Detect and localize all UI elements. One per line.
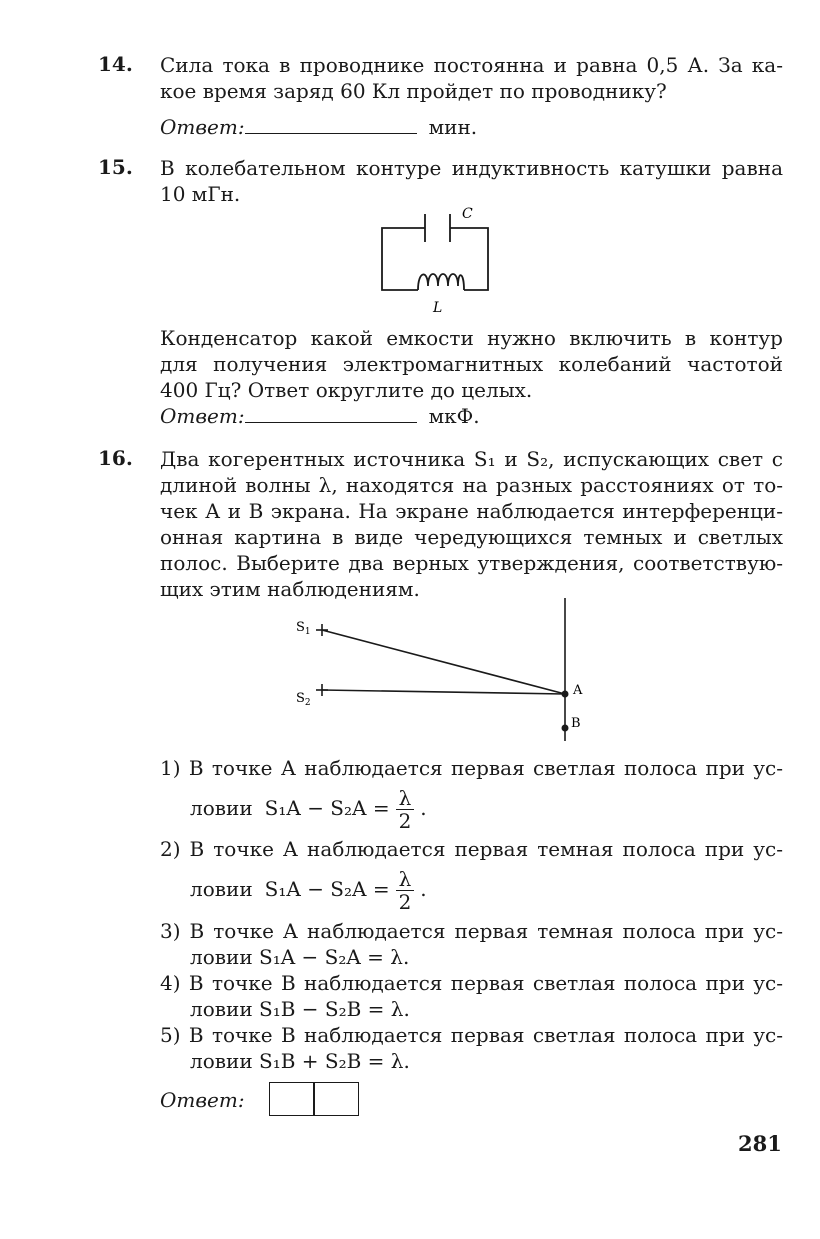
option-1-cont: ловии	[190, 796, 253, 820]
q14-line-2: кое время заряд 60 Кл пройдет по проводнику?	[160, 79, 667, 103]
question-14-text	[160, 52, 783, 104]
q15-line-5: 400 Гц? Ответ округлите до целых.	[160, 378, 533, 402]
option-5-cont: ловии S₁B + S₂B = λ.	[190, 1049, 410, 1073]
answer-box-2[interactable]	[313, 1082, 359, 1116]
answer-box-1[interactable]	[269, 1082, 315, 1116]
q16-answer-boxes	[269, 1082, 358, 1121]
q16-answer-row: Ответ:	[160, 1082, 358, 1121]
q16-answer-label: Ответ	[160, 1088, 238, 1112]
option-4[interactable]	[160, 970, 783, 1022]
capacitor-label: C	[462, 206, 473, 222]
option-2[interactable]: 2) В точке А наблюдается первая темная полоса при ус- ловии S₁A − S₂A = $\frac{\lambda}{2}$ .	[160, 837, 783, 914]
q14-line-1: Сила тока в проводнике постоянна и равна 0,5 А. За ка-	[160, 53, 783, 77]
option-4-text: 4) В точке В наблюдается первая светлая полоса при ус-	[160, 971, 783, 995]
option-3-cont: ловии S₁A − S₂A = λ.	[190, 945, 410, 969]
option-5[interactable]	[160, 1022, 783, 1074]
question-16-text	[160, 446, 783, 602]
q14-answer-blank[interactable]	[245, 115, 417, 134]
q15-line-2: 10 мГн.	[160, 182, 241, 206]
s2-label: $S_2$	[296, 691, 311, 708]
option-1[interactable]: 1) В точке А наблюдается первая светлая полоса при ус- ловии S₁A − S₂A = $\frac{\lambda}{2}$ .	[160, 756, 783, 833]
q14-answer-row: Ответ: мин.	[160, 115, 478, 139]
question-number-14: 14.	[98, 52, 133, 76]
option-2-cont: ловии	[190, 877, 253, 901]
q15-answer-row: Ответ: мкФ.	[160, 404, 480, 428]
question-number-16: 16.	[98, 446, 133, 470]
option-1-text: 1) В точке А наблюдается первая светлая полоса при ус-	[160, 756, 783, 780]
option-1-fraction: $\frac{\lambda}{2}$	[396, 787, 415, 832]
option-1-formula: S₁A − S₂A =	[264, 796, 390, 820]
q16-line-1: Два когерентных источника S₁ и S₂, испускающих свет с	[160, 447, 783, 471]
option-3[interactable]	[160, 918, 783, 970]
ray-s1-a	[322, 630, 565, 694]
option-2-formula: S₁A − S₂A =	[264, 877, 390, 901]
q14-answer-unit: мин.	[428, 115, 478, 139]
q16-line-4: онная картина в виде чередующихся темных и светлых	[160, 525, 783, 549]
point-a-label: A	[573, 683, 583, 698]
lc-circuit-diagram	[370, 200, 500, 320]
point-b-label: B	[571, 716, 581, 731]
option-2-text: 2) В точке А наблюдается первая темная полоса при ус-	[160, 837, 783, 861]
interference-diagram	[290, 596, 590, 746]
q16-line-5: полос. Выберите два верных утверждения, соответствую-	[160, 551, 783, 575]
inductor-label: L	[433, 300, 443, 316]
option-4-cont: ловии S₁B − S₂B = λ.	[190, 997, 410, 1021]
q16-line-3: чек А и В экрана. На экране наблюдается интерференци-	[160, 499, 783, 523]
q15-answer-blank[interactable]	[245, 404, 417, 423]
s1-label: $S_1$	[296, 620, 311, 637]
q16-line-2: длиной волны λ, находятся на разных расстояниях от то-	[160, 473, 783, 497]
q15-answer-unit: мкФ.	[428, 404, 480, 428]
option-5-text: 5) В точке В наблюдается первая светлая полоса при ус-	[160, 1023, 783, 1047]
question-number-15: 15.	[98, 155, 133, 179]
q15-answer-label: Ответ	[160, 404, 238, 428]
ray-s2-a	[322, 690, 565, 694]
option-3-text: 3) В точке А наблюдается первая темная полоса при ус-	[160, 919, 783, 943]
point-b-dot	[562, 725, 569, 732]
q14-answer-label: Ответ	[160, 115, 238, 139]
q15-line-3: Конденсатор какой емкости нужно включить в контур	[160, 326, 783, 350]
q15-line-1: В колебательном контуре индуктивность катушки равна	[160, 156, 783, 180]
option-2-fraction: $\frac{\lambda}{2}$	[396, 868, 415, 913]
q15-line-4: для получения электромагнитных колебаний частотой	[160, 352, 783, 376]
question-15-text-2	[160, 325, 783, 403]
point-a-dot	[562, 691, 569, 698]
q16-line-6: щих этим наблюдениям.	[160, 577, 420, 601]
page-number: 281	[738, 1131, 782, 1156]
